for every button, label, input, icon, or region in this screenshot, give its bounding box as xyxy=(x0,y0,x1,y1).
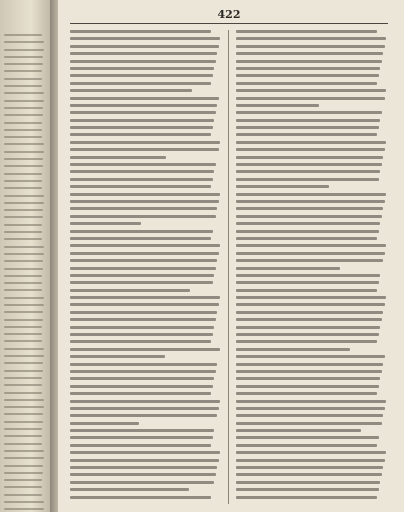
text-line xyxy=(70,296,220,299)
text-line xyxy=(236,333,379,336)
text-line xyxy=(4,209,43,211)
text-line xyxy=(4,392,42,394)
text-line xyxy=(236,148,385,151)
text-line xyxy=(4,421,43,423)
text-line xyxy=(70,400,220,403)
text-line xyxy=(236,45,385,48)
text-line xyxy=(236,60,382,63)
text-line xyxy=(4,195,44,197)
text-line xyxy=(70,133,211,136)
text-line xyxy=(236,340,377,343)
text-line xyxy=(4,355,44,357)
text-line xyxy=(4,114,43,116)
text-line xyxy=(4,370,43,372)
text-line xyxy=(236,400,386,403)
text-line xyxy=(70,444,211,447)
text-line xyxy=(4,457,44,459)
text-line xyxy=(4,231,42,233)
text-line xyxy=(236,67,380,70)
text-line xyxy=(4,78,42,80)
text-line xyxy=(4,92,44,94)
text-line xyxy=(236,141,386,144)
column-divider xyxy=(228,30,229,504)
text-line xyxy=(4,238,42,240)
text-line xyxy=(236,163,382,166)
text-line xyxy=(236,133,377,136)
text-line xyxy=(70,119,214,122)
left-page-edge xyxy=(0,0,52,512)
text-line xyxy=(236,30,377,33)
text-line xyxy=(236,37,386,40)
text-line xyxy=(70,340,211,343)
text-line xyxy=(70,178,213,181)
text-line xyxy=(4,85,42,87)
text-line xyxy=(236,74,379,77)
text-line xyxy=(4,202,44,204)
text-line xyxy=(70,466,217,469)
text-line xyxy=(236,289,377,292)
text-line xyxy=(236,348,350,351)
text-line xyxy=(70,67,214,70)
text-line xyxy=(236,252,385,255)
text-column-right xyxy=(236,30,386,506)
text-line xyxy=(70,311,217,314)
text-line xyxy=(236,200,385,203)
text-line xyxy=(4,289,42,291)
text-line xyxy=(4,399,44,401)
text-line xyxy=(4,311,43,313)
text-line xyxy=(236,422,382,425)
text-line xyxy=(4,173,42,175)
text-line xyxy=(70,74,213,77)
text-line xyxy=(70,355,165,358)
text-line xyxy=(236,111,382,114)
text-line xyxy=(70,289,190,292)
text-line xyxy=(70,207,217,210)
page-header xyxy=(70,8,388,24)
text-line xyxy=(4,70,42,72)
text-line xyxy=(70,30,211,33)
text-line xyxy=(236,237,377,240)
text-line xyxy=(4,297,44,299)
text-line xyxy=(70,111,216,114)
text-line xyxy=(236,267,340,270)
text-line xyxy=(70,377,214,380)
text-line xyxy=(236,222,380,225)
text-line xyxy=(236,215,382,218)
text-line xyxy=(236,459,385,462)
text-line xyxy=(236,104,319,107)
text-line xyxy=(236,303,385,306)
text-line xyxy=(236,429,361,432)
text-line xyxy=(4,508,44,510)
text-line xyxy=(236,444,377,447)
text-line xyxy=(236,52,383,55)
text-line xyxy=(4,348,44,350)
text-line xyxy=(70,488,189,491)
text-line xyxy=(4,340,42,342)
text-line xyxy=(70,326,214,329)
text-line xyxy=(70,459,219,462)
text-line xyxy=(236,392,377,395)
text-line xyxy=(70,126,213,129)
text-line xyxy=(70,267,216,270)
text-line xyxy=(70,222,141,225)
text-line xyxy=(4,435,42,437)
text-line xyxy=(70,200,219,203)
text-line xyxy=(4,143,44,145)
text-line xyxy=(236,496,377,499)
text-line xyxy=(70,281,213,284)
text-line xyxy=(70,52,217,55)
text-line xyxy=(70,451,220,454)
text-line xyxy=(236,259,383,262)
text-line xyxy=(4,319,43,321)
header-rule xyxy=(70,23,388,24)
text-line xyxy=(70,274,214,277)
text-line xyxy=(4,107,43,109)
text-line xyxy=(4,428,42,430)
text-line xyxy=(236,119,380,122)
right-page xyxy=(58,0,404,512)
text-line xyxy=(4,501,44,503)
text-line xyxy=(70,363,217,366)
text-line xyxy=(4,275,42,277)
text-line xyxy=(4,34,42,36)
text-line xyxy=(236,97,385,100)
text-line xyxy=(236,451,386,454)
text-line xyxy=(70,407,219,410)
text-line xyxy=(4,465,43,467)
text-line xyxy=(70,60,216,63)
text-line xyxy=(4,100,44,102)
text-line xyxy=(70,185,211,188)
text-line xyxy=(236,126,379,129)
text-line xyxy=(4,41,44,43)
text-line xyxy=(70,370,216,373)
text-line xyxy=(70,156,166,159)
text-line xyxy=(236,377,380,380)
text-line xyxy=(70,148,219,151)
text-column-left xyxy=(70,30,220,506)
text-line xyxy=(236,296,386,299)
text-line xyxy=(236,230,379,233)
text-line xyxy=(70,37,220,40)
text-line xyxy=(236,363,383,366)
text-line xyxy=(4,224,42,226)
text-line xyxy=(70,333,213,336)
text-line xyxy=(236,281,379,284)
text-line xyxy=(4,216,43,218)
text-line xyxy=(70,252,219,255)
text-line xyxy=(236,274,380,277)
text-line xyxy=(70,259,217,262)
text-line xyxy=(236,318,382,321)
text-line xyxy=(4,180,42,182)
text-line xyxy=(236,156,383,159)
text-line xyxy=(70,163,216,166)
text-line xyxy=(236,385,379,388)
text-line xyxy=(70,429,214,432)
text-line xyxy=(70,385,213,388)
text-line xyxy=(70,414,217,417)
text-line xyxy=(236,466,383,469)
text-line xyxy=(70,496,211,499)
text-line xyxy=(70,422,139,425)
text-line xyxy=(4,246,44,248)
left-page-text-block xyxy=(4,34,44,512)
text-line xyxy=(236,414,383,417)
text-line xyxy=(70,141,220,144)
text-line xyxy=(236,311,383,314)
text-line xyxy=(4,49,44,51)
text-line xyxy=(70,237,211,240)
text-line xyxy=(70,244,220,247)
text-line xyxy=(236,185,329,188)
text-line xyxy=(70,97,219,100)
text-line xyxy=(4,472,43,474)
text-line xyxy=(70,230,213,233)
text-line xyxy=(70,215,216,218)
text-line xyxy=(4,129,42,131)
text-line xyxy=(4,136,42,138)
text-line xyxy=(4,494,42,496)
text-line xyxy=(4,450,44,452)
text-line xyxy=(4,304,44,306)
text-line xyxy=(236,89,386,92)
text-line xyxy=(236,207,383,210)
text-line xyxy=(4,158,43,160)
text-line xyxy=(70,170,214,173)
text-line xyxy=(70,45,219,48)
text-line xyxy=(236,355,385,358)
text-line xyxy=(4,333,42,335)
text-line xyxy=(4,486,42,488)
text-line xyxy=(70,89,192,92)
text-line xyxy=(70,481,214,484)
text-line xyxy=(4,56,43,58)
text-line xyxy=(4,362,43,364)
text-line xyxy=(236,82,377,85)
text-line xyxy=(4,443,42,445)
text-line xyxy=(4,282,42,284)
text-line xyxy=(70,392,211,395)
text-line xyxy=(236,178,379,181)
text-line xyxy=(4,63,43,65)
text-line xyxy=(4,165,43,167)
text-line xyxy=(4,326,42,328)
text-line xyxy=(4,151,44,153)
text-line xyxy=(236,193,386,196)
text-line xyxy=(236,244,386,247)
text-line xyxy=(4,377,42,379)
text-line xyxy=(236,326,380,329)
text-line xyxy=(70,104,217,107)
page-number: 422 xyxy=(217,8,241,21)
text-line xyxy=(236,436,379,439)
text-line xyxy=(4,413,43,415)
text-line xyxy=(4,384,42,386)
text-line xyxy=(236,481,380,484)
text-line xyxy=(70,473,216,476)
text-line xyxy=(4,260,43,262)
text-line xyxy=(4,253,44,255)
text-line xyxy=(70,82,211,85)
text-line xyxy=(70,303,219,306)
text-line xyxy=(4,187,42,189)
text-line xyxy=(4,479,42,481)
text-line xyxy=(236,407,385,410)
text-line xyxy=(4,268,43,270)
text-line xyxy=(70,193,220,196)
text-line xyxy=(70,348,220,351)
text-line xyxy=(70,436,213,439)
text-line xyxy=(70,318,216,321)
text-line xyxy=(4,122,42,124)
text-line xyxy=(236,370,382,373)
text-line xyxy=(236,473,382,476)
text-line xyxy=(236,488,379,491)
text-line xyxy=(236,170,380,173)
text-line xyxy=(4,406,44,408)
